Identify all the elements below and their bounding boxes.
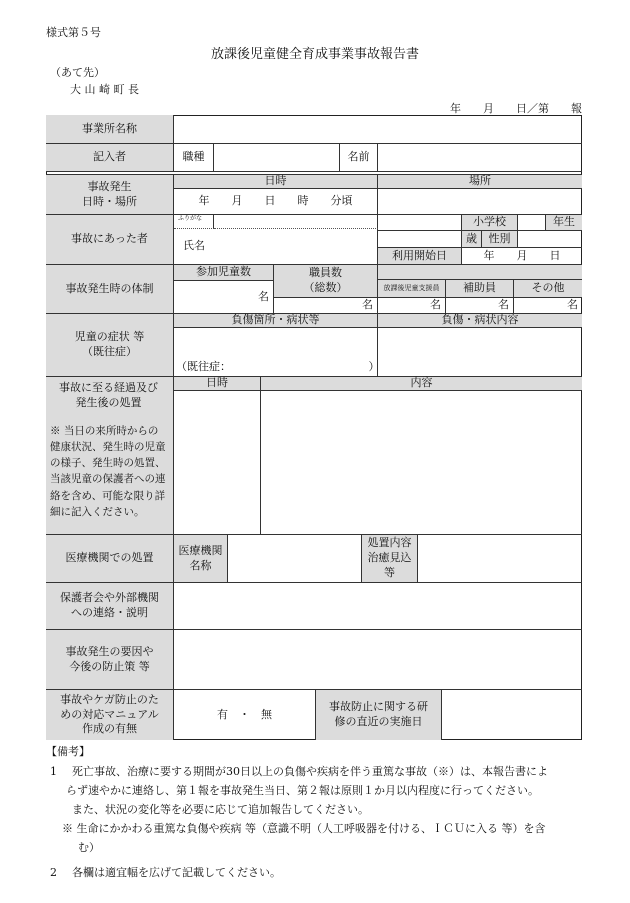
- job-type-field[interactable]: [214, 144, 340, 172]
- other-unit: 名: [567, 298, 578, 312]
- grade-label: 年生: [546, 215, 582, 231]
- accident-datetime-field[interactable]: 年 月 日 時 分頃: [174, 189, 378, 215]
- medical-label: 医療機関での処置: [46, 535, 174, 583]
- note-1-line-3: また、状況の変化等を必要に応じて追加報告してください。: [72, 803, 369, 816]
- report-form: [46, 115, 582, 740]
- addressee-label: （あて先）: [50, 66, 105, 79]
- notes-heading: 【備考】: [46, 745, 90, 758]
- start-date-label: 利用開始日: [378, 248, 462, 265]
- support-staff-label: 放課後児童支援員: [378, 280, 446, 298]
- full-name-field[interactable]: [214, 229, 378, 265]
- facility-name-label: 事業所名称: [46, 115, 174, 144]
- school-label: 小学校: [462, 215, 518, 231]
- note-1-line-1: 死亡事故、治療に要する期間が30日以上の負傷や疾病を伴う重篤な事故（※）は、本報告書によ: [72, 765, 548, 778]
- note-2-text: 各欄は適宜幅を広げて記載してください。: [72, 866, 281, 879]
- staff-total-unit: 名: [362, 298, 373, 312]
- process-label-cell: [46, 377, 174, 535]
- accident-datetime-place-label: 事故発生 日時・場所: [46, 175, 174, 215]
- document-title: 放課後児童健全育成事業事故報告書: [210, 47, 419, 62]
- cause-label: 事故発生の要因や 今後の防止策 等: [46, 630, 174, 690]
- manual-presence-field[interactable]: 有 ・ 無: [174, 690, 316, 740]
- injury-site-header: 負傷箇所・病状等: [174, 314, 378, 328]
- other-field[interactable]: [514, 298, 582, 314]
- staff-total-label: 職員数 （総数）: [274, 265, 378, 298]
- cause-field[interactable]: [174, 630, 582, 690]
- training-date-field[interactable]: [442, 690, 582, 740]
- gender-label: 性別: [482, 231, 518, 248]
- age-label: 歳: [462, 231, 482, 248]
- process-label: 事故に至る経過及び 発生後の処置: [59, 381, 158, 409]
- addressee: 大 山 崎 町 長: [70, 83, 139, 96]
- injury-detail-field[interactable]: [378, 328, 582, 377]
- symptoms-label: 児童の症状 等 （既往症）: [46, 314, 174, 377]
- start-date-field[interactable]: 年 月 日: [462, 248, 582, 265]
- note-2-number: 2: [50, 866, 57, 879]
- process-content-header: 内容: [261, 377, 582, 391]
- victim-label: 事故にあった者: [46, 215, 174, 265]
- contact-field[interactable]: [174, 583, 582, 630]
- support-staff-unit: 名: [430, 298, 441, 312]
- recorder-label: 記入者: [46, 144, 174, 172]
- injury-detail-header: 負傷・病状内容: [378, 314, 582, 328]
- full-name-label: 氏名: [174, 229, 214, 265]
- staff-header-band: [378, 265, 582, 280]
- children-count-field[interactable]: [174, 281, 274, 314]
- place-header: 場所: [378, 175, 582, 189]
- report-date-line: 年 月 日／第 報: [450, 102, 582, 115]
- training-label: 事故防止に関する研 修の直近の実施日: [316, 690, 442, 740]
- datetime-header: 日時: [174, 175, 378, 189]
- grade-field[interactable]: [518, 215, 546, 231]
- note-1-star-line-2: む）: [78, 841, 100, 854]
- children-unit: 名: [258, 289, 269, 303]
- assistant-unit: 名: [498, 298, 509, 312]
- process-content-field[interactable]: [261, 391, 582, 535]
- job-type-label: 職種: [174, 144, 214, 172]
- form-number: 様式第５号: [46, 26, 101, 39]
- medical-history-line: （既往症： ）: [176, 360, 380, 374]
- staffing-label: 事故発生時の体制: [46, 265, 174, 314]
- age-field[interactable]: [378, 231, 462, 248]
- note-1-line-2: らず速やかに連絡し、第１報を事故発生当日、第２報は原則１か月以内程度に行ってください。: [66, 784, 539, 797]
- assistant-field[interactable]: [446, 298, 514, 314]
- facility-name-field[interactable]: [174, 115, 582, 144]
- support-staff-field[interactable]: [378, 298, 446, 314]
- injury-site-field[interactable]: [174, 328, 378, 377]
- medical-institution-label: 医療機関 名称: [174, 535, 228, 583]
- recorder-name-field[interactable]: [378, 144, 582, 172]
- process-time-header: 日時: [174, 377, 261, 391]
- gender-field[interactable]: [518, 231, 582, 248]
- contact-label: 保護者会や外部機関 への連絡・説明: [46, 583, 174, 630]
- treatment-field[interactable]: [418, 535, 582, 583]
- manual-label: 事故やケガ防止のた めの対応マニュアル 作成の有無: [46, 690, 174, 740]
- furigana-label: ふりがな: [174, 215, 214, 229]
- process-time-field[interactable]: [174, 391, 261, 535]
- treatment-label: 処置内容 治癒見込 等: [362, 535, 418, 583]
- children-count-label: 参加児童数: [174, 265, 274, 281]
- accident-place-field[interactable]: [378, 189, 582, 215]
- other-label: その他: [514, 280, 582, 298]
- furigana-field[interactable]: [214, 215, 378, 229]
- process-note: ※ 当日の来所時からの健康状況、発生時の児童の様子、発生時の処置、当該児童の保護者への連絡を含め、可能な限り詳細に記入ください。: [50, 424, 166, 519]
- note-1-star-line-1: ※ 生命にかかわる重篤な負傷や疾病 等（意識不明（人工呼吸器を付ける、ＩＣＵに入る 等）を含: [62, 822, 546, 835]
- medical-institution-field[interactable]: [228, 535, 362, 583]
- school-name-field[interactable]: [378, 215, 462, 231]
- note-1-number: 1: [50, 765, 57, 778]
- name-label: 名前: [340, 144, 378, 172]
- assistant-label: 補助員: [446, 280, 514, 298]
- staff-total-field[interactable]: [274, 298, 378, 314]
